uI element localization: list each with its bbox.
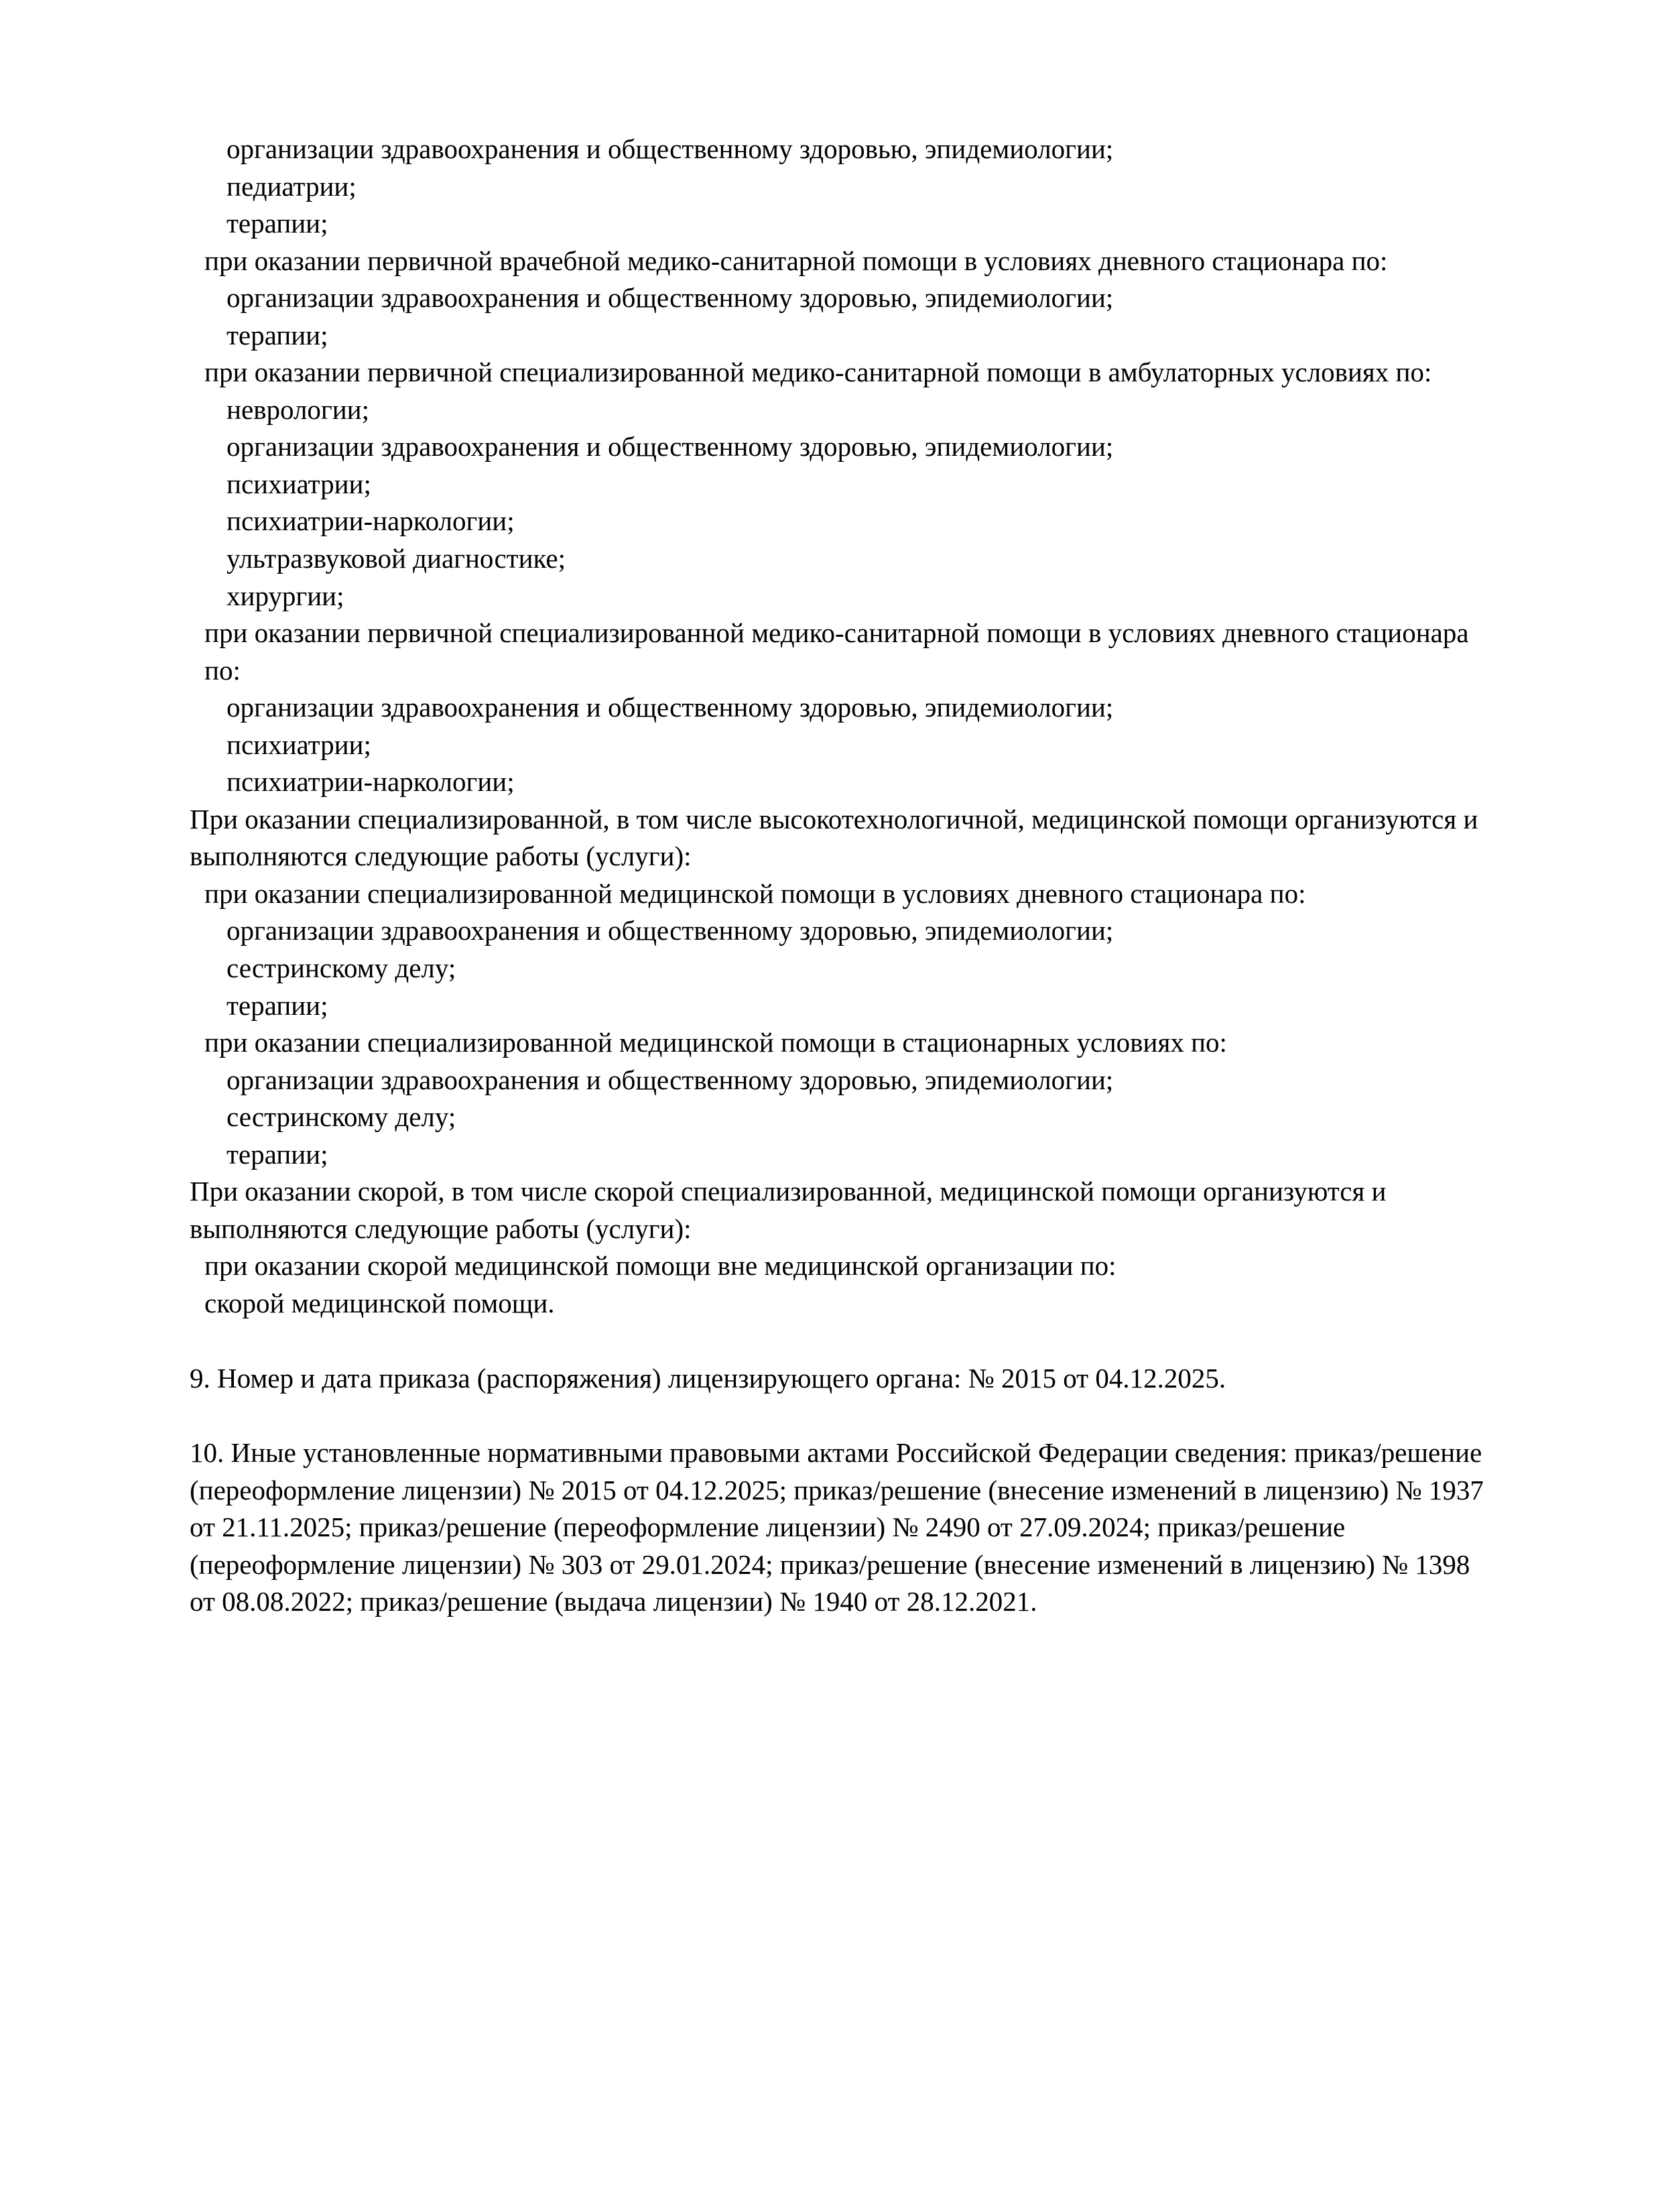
list-item: педиатрии; [227, 170, 357, 202]
list-item: психиатрии-наркологии; [227, 766, 515, 798]
list-item: психиатрии; [227, 729, 371, 760]
list-item: терапии; [227, 208, 328, 239]
list-item: при оказании специализированной медицинской помощи в стационарных условиях по: [204, 1027, 1227, 1058]
document-body [190, 131, 1494, 1621]
list-item: при оказании специализированной медицинской помощи в условиях дневного стационара по: [204, 877, 1306, 909]
item-10-other-information: 10. Иные установленные нормативными правовыми актами Российской Федерации сведения: приказ/решение (переоформление лицензии) № 2015 от 04.12.2025; приказ/решение (внесение изменений в лицензию) № 1937 от 21.11.2025; приказ/решение (переоформление лицензии) № 2490 от 27.09.2024; приказ/решение (переоформление лицензии) № 303 от 29.01.2024; приказ/решение (внесение изменений в лицензию) № 1398 от 08.08.2022; приказ/решение (выдача лицензии) № 1940 от 28.12.2021. [190, 1437, 1491, 1617]
section-heading-emergency: При оказании скорой, в том числе скорой специализированной, медицинской помощи организуются и выполняются следующие работы (услуги): [190, 1176, 1393, 1244]
list-item: терапии; [227, 1138, 328, 1170]
list-item: сестринскому делу; [227, 953, 456, 984]
spacer [190, 1323, 1494, 1360]
list-item: терапии; [227, 989, 328, 1021]
list-item: при оказании первичной специализированной медико-санитарной помощи в амбулаторных условиях по: [204, 357, 1432, 388]
list-item: организации здравоохранения и общественному здоровью, эпидемиологии; [227, 282, 1114, 314]
item-9-order-number-and-date: 9. Номер и дата приказа (распоряжения) лицензирующего органа: № 2015 от 04.12.2025. [190, 1362, 1226, 1394]
list-item: организации здравоохранения и общественному здоровью, эпидемиологии; [227, 692, 1114, 723]
list-item: организации здравоохранения и общественному здоровью, эпидемиологии; [227, 1064, 1114, 1095]
spacer [190, 1397, 1494, 1434]
list-item: психиатрии; [227, 468, 371, 499]
list-item: неврологии; [227, 393, 370, 425]
list-item: психиатрии-наркологии; [227, 505, 515, 537]
list-item: организации здравоохранения и общественному здоровью, эпидемиологии; [227, 915, 1114, 946]
section-heading-specialized: При оказании специализированной, в том числе высокотехнологичной, медицинской помощи организуются и выполняются следующие работы (услуги): [190, 803, 1485, 872]
list-item: хирургии; [227, 580, 344, 611]
services-list [190, 131, 1494, 1323]
list-item: организации здравоохранения и общественному здоровью, эпидемиологии; [227, 133, 1114, 164]
list-item: ультразвуковой диагностике; [227, 543, 566, 574]
list-item: сестринскому делу; [227, 1101, 456, 1133]
list-item: при оказании скорой медицинской помощи вне медицинской организации по: [204, 1250, 1116, 1282]
list-item: терапии; [227, 319, 328, 351]
list-item: организации здравоохранения и общественному здоровью, эпидемиологии; [227, 431, 1114, 463]
list-item: скорой медицинской помощи. [204, 1287, 555, 1318]
list-item: при оказании первичной специализированной медико-санитарной помощи в условиях дневного стационара по: [204, 617, 1476, 686]
list-item: при оказании первичной врачебной медико-санитарной помощи в условиях дневного стационара по: [204, 245, 1388, 276]
